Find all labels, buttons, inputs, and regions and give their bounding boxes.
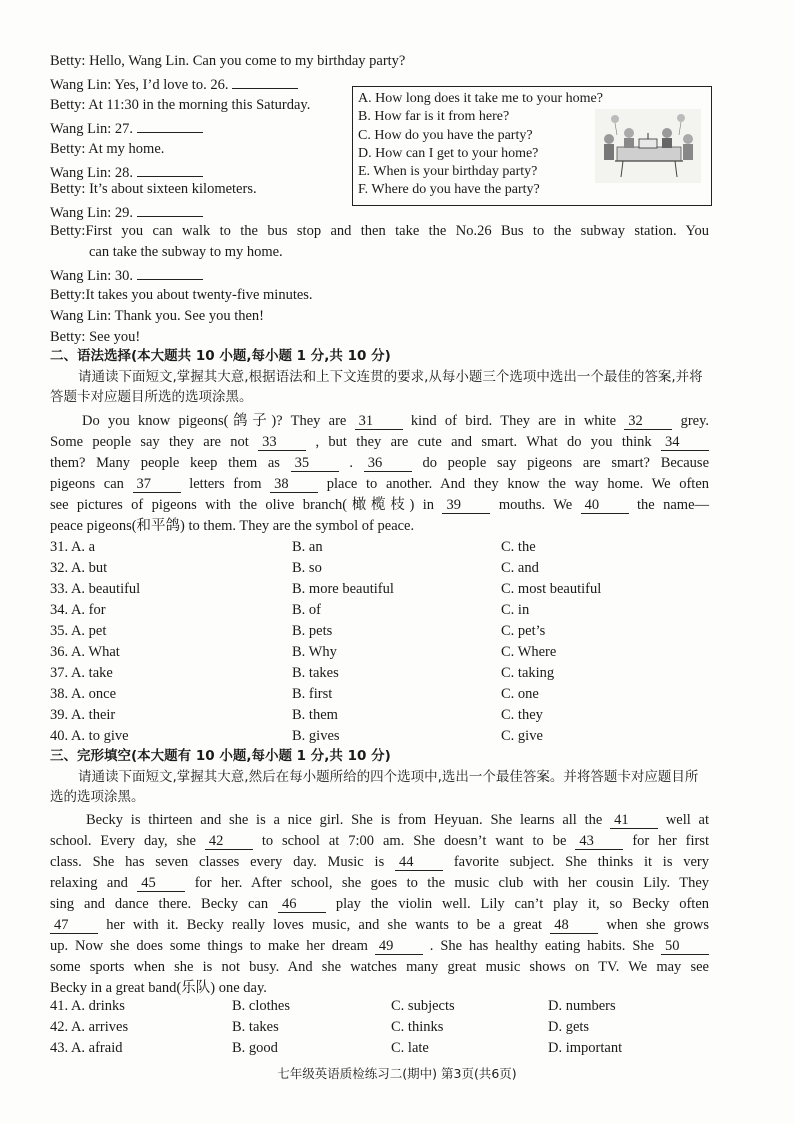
question-blank: 33 — [258, 435, 306, 451]
option-choice: B. pets — [292, 623, 333, 639]
section-instructions: 请通读下面短文,掌握其大意,根据语法和上下文连贯的要求,从每小题三个选项中选出一个最佳的答案,并将答题卡对应题目所选的选项涂黑。 — [50, 369, 703, 405]
passage-text: , but they are cute and smart. What do you think — [315, 434, 652, 450]
option-choice: 37. A. take — [50, 665, 113, 681]
option-choice: 34. A. for — [50, 602, 106, 618]
dialogue-text: Wang Lin: 28. — [50, 165, 133, 181]
option-row — [50, 664, 750, 682]
passage-line: peace pigeons(和平鸽) to them. They are the symbol of peace. — [50, 518, 415, 534]
passage-line — [50, 433, 709, 451]
dialogue-line: Betty: It’s about sixteen kilometers. — [50, 181, 257, 197]
dialogue-text: Wang Lin: 27. — [50, 121, 133, 137]
dialogue-line: Betty: See you! — [50, 329, 141, 345]
option-choice: C. they — [501, 707, 543, 723]
option-choice: C. the — [501, 539, 536, 555]
option-choice: D. important — [548, 1040, 623, 1056]
option-row — [50, 1039, 750, 1057]
option-choice: B. of — [292, 602, 321, 618]
passage-text: Becky is thirteen and she is a nice girl. She is from Heyuan. She learns all the — [86, 812, 603, 828]
passage-text: pigeons can — [50, 476, 124, 492]
option-choice: B. clothes — [232, 998, 290, 1014]
question-blank: 40 — [581, 498, 629, 514]
question-blank: 45 — [137, 876, 185, 892]
dialogue-text: Wang Lin: Yes, I’d love to. 26. — [50, 77, 229, 93]
passage-text: well at — [665, 812, 710, 828]
passage-line: some sports when she is not busy. And she watches many great music shows on TV. We may see — [50, 959, 709, 975]
option-choice: B. them — [292, 707, 338, 723]
passage-text: Do you know pigeons(鸽子)? They are — [82, 413, 347, 429]
question-blank: 43 — [575, 834, 623, 850]
passage-text: to school at 7:00 am. She doesn’t want to be — [261, 833, 567, 849]
option-choice: B. takes — [292, 665, 339, 681]
option-row — [50, 706, 750, 724]
dialogue-text: Wang Lin: 30. — [50, 268, 133, 284]
passage-text: kind of bird. They are in white — [410, 413, 617, 429]
dialogue-line: Wang Lin: Thank you. See you then! — [50, 308, 265, 324]
option-choice: 42. A. arrives — [50, 1019, 129, 1035]
option-choice: 31. A. a — [50, 539, 96, 555]
passage-text: for her. After school, she goes to the music club with her cousin Lily. They — [194, 875, 710, 891]
option-choice: C. and — [501, 560, 539, 576]
passage-text: when she grows — [606, 917, 710, 933]
dialogue-line — [50, 202, 203, 222]
passage-text: . She has healthy eating habits. She — [429, 938, 655, 954]
passage-text: the name— — [637, 497, 710, 513]
dialogue-line — [50, 265, 203, 285]
passage-line — [82, 412, 709, 430]
answer-blank — [232, 74, 298, 89]
passage-text: . — [349, 455, 354, 471]
option-choice: B. so — [292, 560, 322, 576]
option-choice: C. thinks — [391, 1019, 444, 1035]
passage-line: Becky in a great band(乐队) one day. — [50, 980, 267, 996]
option-choice: C. taking — [501, 665, 555, 681]
option-c: C. How do you have the party? — [358, 128, 533, 143]
option-choice: 40. A. to give — [50, 728, 129, 744]
passage-line — [50, 454, 709, 472]
options-box — [352, 86, 712, 206]
answer-blank — [137, 265, 203, 280]
passage-text: Some people say they are not — [50, 434, 249, 450]
option-choice: B. Why — [292, 644, 337, 660]
passage-text: favorite subject. She thinks it is very — [453, 854, 710, 870]
passage-text: do people say pigeons are smart? Because — [422, 455, 710, 471]
option-choice: C. most beautiful — [501, 581, 602, 597]
dialogue-line: Betty:First you can walk to the bus stop and then take the No.26 Bus to the subway station. You — [50, 223, 709, 239]
question-blank: 41 — [610, 813, 658, 829]
question-blank: 37 — [133, 477, 181, 493]
option-choice: C. late — [391, 1040, 429, 1056]
section-instructions: 请通读下面短文,掌握其大意,然后在每小题所给的四个选项中,选出一个最佳答案。并将答题卡对应题目所选的选项涂黑。 — [50, 769, 699, 805]
question-blank: 48 — [550, 918, 598, 934]
option-row — [50, 538, 750, 556]
passage-text: play the violin well. Lily can’t play it, so Becky often — [335, 896, 710, 912]
dialogue-line — [50, 162, 203, 182]
option-choice: B. good — [232, 1040, 278, 1056]
passage-line — [50, 895, 709, 913]
option-choice: C. in — [501, 602, 530, 618]
question-blank: 50 — [661, 939, 709, 955]
dialogue-line: Betty: At my home. — [50, 141, 165, 157]
option-choice: C. pet’s — [501, 623, 546, 639]
option-a: A. How long does it take me to your home? — [358, 91, 603, 106]
passage-line — [50, 832, 709, 850]
passage-text: mouths. We — [498, 497, 573, 513]
dialogue-line: Betty: At 11:30 in the morning this Saturday. — [50, 97, 311, 113]
option-choice: D. numbers — [548, 998, 616, 1014]
answer-blank — [137, 202, 203, 217]
question-blank: 42 — [205, 834, 253, 850]
answer-blank — [137, 162, 203, 177]
option-row — [50, 1018, 750, 1036]
option-row — [50, 685, 750, 703]
option-choice: D. gets — [548, 1019, 590, 1035]
option-choice: 35. A. pet — [50, 623, 107, 639]
section-title: 二、语法选择(本大题共 10 小题,每小题 1 分,共 10 分) — [50, 348, 391, 364]
option-choice: B. takes — [232, 1019, 279, 1035]
question-blank: 31 — [355, 414, 403, 430]
passage-line — [50, 916, 709, 934]
passage-line — [50, 853, 709, 871]
passage-text: class. She has seven classes every day. Music is — [50, 854, 385, 870]
option-choice: C. subjects — [391, 998, 455, 1014]
option-choice: C. give — [501, 728, 543, 744]
option-choice: 36. A. What — [50, 644, 120, 660]
question-blank: 38 — [270, 477, 318, 493]
passage-line — [86, 811, 709, 829]
dialogue-line: Betty: Hello, Wang Lin. Can you come to my birthday party? — [50, 53, 406, 69]
birthday-party-illustration — [595, 109, 701, 183]
option-e: E. When is your birthday party? — [358, 164, 538, 179]
option-choice: C. Where — [501, 644, 557, 660]
question-blank: 35 — [291, 456, 339, 472]
passage-text: sing and dance there. Becky can — [50, 896, 269, 912]
option-row — [50, 580, 750, 598]
passage-text: grey. — [680, 413, 710, 429]
question-blank: 36 — [364, 456, 412, 472]
page-footer: 七年级英语质检练习二(期中) 第3页(共6页) — [277, 1066, 517, 1081]
question-blank: 46 — [278, 897, 326, 913]
dialogue-line: can take the subway to my home. — [89, 244, 283, 260]
section-title: 三、完形填空(本大题有 10 小题,每小题 1 分,共 10 分) — [50, 748, 391, 764]
option-choice: 32. A. but — [50, 560, 108, 576]
answer-blank — [137, 118, 203, 133]
dialogue-line — [50, 118, 203, 138]
option-row — [50, 727, 750, 745]
passage-text: school. Every day, she — [50, 833, 196, 849]
question-blank: 47 — [50, 918, 98, 934]
dialogue-line: Betty:It takes you about twenty-five minutes. — [50, 287, 313, 303]
option-row — [50, 622, 750, 640]
question-blank: 44 — [395, 855, 443, 871]
passage-text: place to another. And they know the way home. We often — [326, 476, 710, 492]
option-row — [50, 643, 750, 661]
option-row — [50, 601, 750, 619]
option-b: B. How far is it from here? — [358, 109, 510, 124]
passage-text: see pictures of pigeons with the olive branch(橄榄枝) in — [50, 497, 435, 513]
option-row — [50, 559, 750, 577]
option-choice: B. gives — [292, 728, 340, 744]
option-choice: 43. A. afraid — [50, 1040, 123, 1056]
question-blank: 39 — [442, 498, 490, 514]
passage-line — [50, 475, 709, 493]
option-choice: B. an — [292, 539, 323, 555]
passage-line — [50, 496, 709, 514]
question-blank: 49 — [375, 939, 423, 955]
question-blank: 32 — [624, 414, 672, 430]
option-choice: 33. A. beautiful — [50, 581, 141, 597]
passage-text: relaxing and — [50, 875, 128, 891]
option-choice: B. more beautiful — [292, 581, 394, 597]
option-choice: 41. A. drinks — [50, 998, 125, 1014]
passage-line — [50, 874, 709, 892]
option-choice: B. first — [292, 686, 333, 702]
passage-line — [50, 937, 709, 955]
option-choice: C. one — [501, 686, 539, 702]
question-blank: 34 — [661, 435, 709, 451]
option-choice: 39. A. their — [50, 707, 116, 723]
option-f: F. Where do you have the party? — [358, 182, 540, 197]
option-d: D. How can I get to your home? — [358, 146, 539, 161]
option-choice: 38. A. once — [50, 686, 117, 702]
passage-text: letters from — [189, 476, 262, 492]
passage-text: her with it. Becky really loves music, and she wants to be a great — [106, 917, 543, 933]
dialogue-line — [50, 74, 298, 94]
passage-text: up. Now she does some things to make her dream — [50, 938, 368, 954]
dialogue-text: Wang Lin: 29. — [50, 205, 133, 221]
option-row — [50, 997, 750, 1015]
passage-text: them? Many people keep them as — [50, 455, 280, 471]
passage-text: for her first — [632, 833, 710, 849]
